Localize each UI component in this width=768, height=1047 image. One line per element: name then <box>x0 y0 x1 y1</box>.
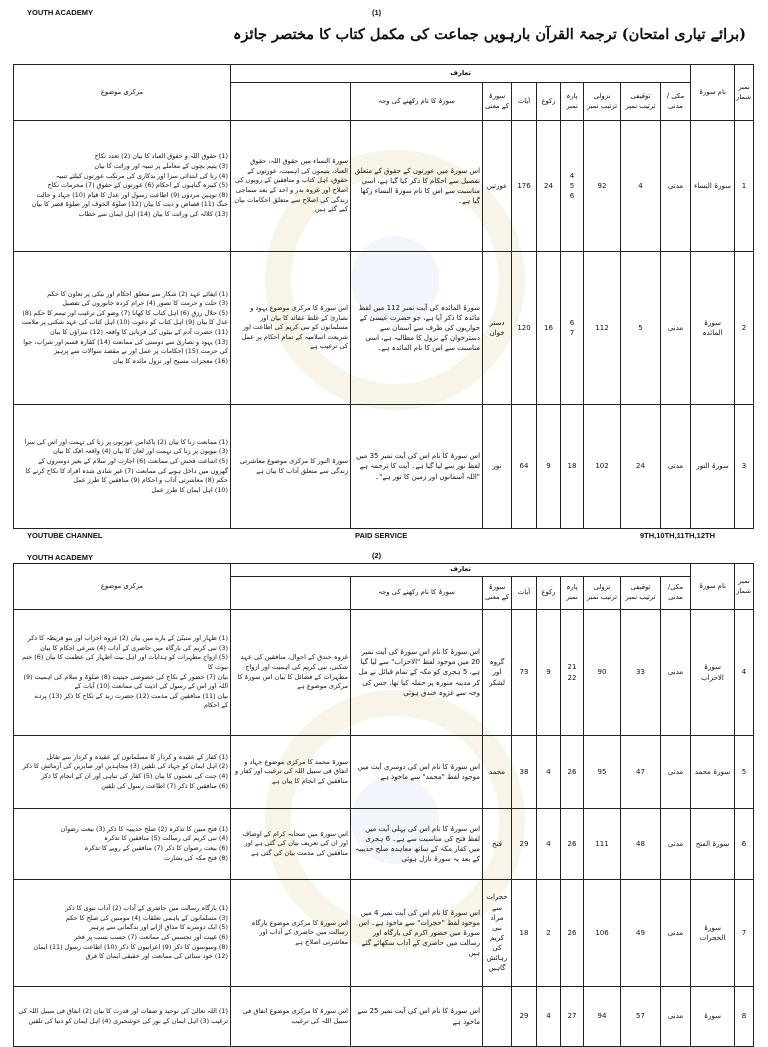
tawqeefi-number: 4 <box>621 121 661 252</box>
surah-row <box>14 121 754 252</box>
makki-madani: مدنی <box>661 880 691 987</box>
naming-reason: اس سورۃ کا نام اس کی آیت نمبر 4 میں موجود لفظ "حجرات" سے ماخوذ ہے۔ اس سورۃ میں حضور اکرم کی بارگاہ اور رسالت میں حاضری کے آداب سکھائے گئے ہیں <box>351 880 483 987</box>
ruku-count: 9 <box>537 405 561 529</box>
col-nuzooli: نزولی ترتیب نمبر <box>584 577 621 610</box>
row-number: 8 <box>735 987 754 1047</box>
topic-line: بیان (11) منافقین کی مذمت (12) حضرت زید کے نکاح کا ذکر (13) پردے <box>34 691 228 700</box>
topic-line: (1) ظہار اور متبنّیٰ کے بارے میں بیان (2) غزوہ احزاب اور بنو قریظہ کا ذکر <box>27 634 228 643</box>
col-ruku: رکوع <box>537 83 561 121</box>
topic-line: (1) حقوق اللہ و حقوق العباد کا بیان (2) تعدد نکاح <box>94 152 228 161</box>
topic-line: (3) حلت و حرمت کا تصور (4) حرام کردہ جانوروں کی تفصیل <box>62 299 228 308</box>
para-value: 6 <box>569 192 575 201</box>
surah-summary-table-2 <box>13 563 754 1047</box>
naming-reason: اس سورۃ کا نام اس سورۃ کی آیت نمبر 20 میں موجود لفظ "الاحزاب" سے لیا گیا ہے، 5 ہجری کو مکہ کے تمام قبائل نے مل کر مدینہ منورہ پر حملہ کیا تھا، جس کی وجہ سے غزوہ خندق ہوئی <box>351 610 483 736</box>
ayat-count: 18 <box>512 880 537 987</box>
col-reason: سورۃ کا نام رکھنے کی وجہ <box>351 83 483 121</box>
surah-name: سورۃ النور <box>691 405 735 529</box>
nuzooli-number: 90 <box>584 610 621 736</box>
nuzooli-number: 112 <box>584 252 621 405</box>
col-number: نمبر شمار <box>735 564 754 610</box>
col-tawqeefi: توقیفی ترتیب نمبر <box>621 83 661 121</box>
naming-reason: اس سورۃ کا نام اس کی آیت نمبر 35 میں لفظ نور سے لیا گیا ہے۔ آیت کا ترجمہ ہے "اللہ آسمانوں اور زمین کا نور ہے"۔ <box>351 405 483 529</box>
topic-line: (3) نبی کریم کی بارگاہ میں حاضری کے آداب (4) شرعی احکام کا بیان <box>40 643 228 652</box>
topic-line: اللہ اور اس کے رسول کی اذیت کی ممانعت (10) آیات کے <box>74 682 228 691</box>
makki-madani: مدنی <box>661 252 691 405</box>
para-number <box>561 809 584 880</box>
tawqeefi-number: 57 <box>621 987 661 1047</box>
topic-line: گھروں میں داخل ہونے کی ممانعت (7) غیر شادی شدہ افراد کا نکاح کرنے کا <box>25 466 228 475</box>
main-topics <box>14 809 231 880</box>
naming-reason: سورۃ المائدہ کی آیت نمبر 112 میں لفظ مائدہ کا ذکر آیا ہے، جو حضرت عیسیٰ کے حواریوں کی طرف سے آسمان سے دسترخوان کے نزول کا مطالبہ ہے، اسی مناسبت سے اس کا نام المائدہ ہے۔ <box>351 252 483 405</box>
col-para: پارہ نمبر <box>561 577 584 610</box>
para-value: 26 <box>567 767 577 776</box>
row-number: 5 <box>735 736 754 809</box>
main-topics <box>14 121 231 252</box>
topic-line: (13) یہود و نصاریٰ سے دوستی کی ممانعت (14) کفارہ قسم اور شراب، جوا <box>23 337 228 346</box>
central-theme: غزوہ خندق کے احوال، منافقین کی عہد شکنی، نبی کریم کی اہمیت اور ازواج مطہرات کے فضائل کا بیان اس سورۃ کا مرکزی موضوع ہے <box>231 610 351 736</box>
central-theme: سورۃ محمد کا مرکزی موضوع جہاد و انفاق فی سبیل اللہ کی ترغیب اور کفار و منافقین کے انجام کا بیان ہے <box>231 736 351 809</box>
ayat-count: 64 <box>512 405 537 529</box>
para-value: 7 <box>569 329 575 337</box>
topic-line: (5) حلال رزق (6) اہل کتاب کا کھانا (7) وضو کی ترغیب اور تیمم کا حکم (8) <box>22 308 228 317</box>
footer-classes: 9TH,10TH,11TH,12TH <box>640 531 716 540</box>
para-number <box>561 405 584 529</box>
col-makki-madani: مکی / مدنی <box>661 83 691 121</box>
surah-meaning: دستر خوان <box>483 252 512 405</box>
topic-line: (3) بیویوں پر زنا کی تہمت اور لعان کا بیان (4) واقعہ افک کا بیان <box>53 447 228 456</box>
topic-line: بیان (7) حضور کے نکاح کی خصوصی حیثیت (8) صلوٰۃ و سلام کی اہمیت (9) <box>23 672 228 681</box>
nuzooli-number: 106 <box>584 880 621 987</box>
para-number <box>561 252 584 405</box>
topic-line: جنگ (11) قصاص و دیت کا بیان (12) صلوٰۃ الخوف اور صلوٰۃ قصر کا بیان <box>31 200 228 209</box>
para-value: 21 <box>567 663 577 672</box>
topic-line: عدل کا بیان (9) اہل کتاب کو دعوت (10) اہل کتاب کی عہد شکنی پر ملامت <box>21 318 228 327</box>
tawqeefi-number: 47 <box>621 736 661 809</box>
ayat-count: 120 <box>512 252 537 405</box>
ruku-count: 9 <box>537 610 561 736</box>
topic-line: (11) حضرت آدم کے بیٹوں کی قربانی کا واقعہ (12) سزاؤں کا بیان <box>50 328 228 336</box>
central-theme: اس سورۃ کا مرکزی موضوع انفاق فی سبیل اللہ کی ترغیب <box>231 987 351 1047</box>
surah-meaning <box>483 987 512 1047</box>
surah-name: سورۃ <box>691 987 735 1047</box>
col-tawqeefi: توقیفی ترتیب نمبر <box>621 577 661 610</box>
surah-name: سورۃ المائدہ <box>691 252 735 405</box>
surah-row <box>14 610 754 736</box>
academy-header: YOUTH ACADEMY <box>27 553 93 562</box>
topic-line: (5) اشاعت فحش کی ممانعت (6) اجازت اور سلام کے بغیر دوسروں کے <box>38 456 228 465</box>
central-theme: سورۃ النور کا مرکزی موضوع معاشرتی زندگی سے متعلق آداب کا بیان ہے <box>231 405 351 529</box>
topic-line: (8) توہین مردوں (9) اطاعت رسول اور عدل کا قیام (10) جہاد و حالت <box>36 190 228 199</box>
naming-reason: اس سورۃ کا نام اس کی پہلی آیت میں لفظ فتح کی مناسبت سے ہے۔ 6 ہجری میں کفار مکہ کے ساتھ معاہدہ صلح حدیبیہ کے بعد یہ سورۃ نازل ہوئی <box>351 809 483 880</box>
main-topics <box>14 610 231 736</box>
footer-paid-service: PAID SERVICE <box>355 531 408 540</box>
surah-name: سورۃ محمد <box>691 736 735 809</box>
central-theme: اس سورۃ میں صحابہ کرام کے اوصاف اور ان کی تعریف بیان کی گئی ہے اور منافقین کی مذمت بیان کی گئی ہے <box>231 809 351 880</box>
topic-line: (6) غیبت اور تجسس کی ممانعت (7) حسب نسب پر فخر <box>74 933 228 941</box>
para-value: 22 <box>567 673 577 682</box>
tawqeefi-number: 49 <box>621 880 661 987</box>
nuzooli-number: 94 <box>584 987 621 1047</box>
main-topics <box>14 405 231 529</box>
topic-line: (1) ممانعت زنا کا بیان (2) پاکدامن عورتوں پر زنا کی تہمت اور اس کی سزا <box>24 437 228 446</box>
ruku-count: 16 <box>537 252 561 405</box>
para-number <box>561 610 584 736</box>
surah-name: سورۃ الحجرات <box>691 880 735 987</box>
col-surah-name: نام سورۃ <box>691 564 735 610</box>
para-number <box>561 736 584 809</box>
para-number <box>561 880 584 987</box>
para-value: 4 <box>569 171 575 180</box>
surah-meaning: فتح <box>483 809 512 880</box>
surah-meaning: حجرات سے مراد نبی کریم کی رہائش گاہیں <box>483 880 512 987</box>
topic-line: (8) وسوسوں کا ذکر (9) اعرابیوں کا ذکر (10) اطاعت رسول (11) ایمان <box>33 942 228 951</box>
para-value: 26 <box>567 928 577 937</box>
col-surah-name: نام سورۃ <box>691 65 735 121</box>
makki-madani: مدنی <box>661 610 691 736</box>
para-number <box>561 987 584 1047</box>
surah-summary-table-1 <box>13 64 754 529</box>
page-title: (برائے تیاری امتحان) ترجمۃ القرآن بارہویں جماعت کی مکمل کتاب کا مختصر جائزہ <box>233 26 746 43</box>
topic-line: کے احکام <box>204 701 228 710</box>
topic-line: (6) منافقین کا ذکر (7) اطاعت رسول کی تلقین <box>101 781 228 790</box>
col-central-theme: مرکزی موضوع <box>14 564 231 610</box>
surah-row <box>14 736 754 809</box>
topic-line: ترغیب (3) اہل ایمان کے نور کی خوشخبری (4) اہل ایمان کو دنیا کی تلقین <box>28 1016 228 1025</box>
topic-line: (5) ایک دوسرے کا مذاق اڑانے اور بدگمانی سے پرہیز <box>89 923 228 932</box>
topic-line: کی حرمت (15) احکامات پر عمل اور بے مقصد سوالات سے پرہیز <box>54 347 228 356</box>
main-topics <box>14 736 231 809</box>
makki-madani: مدنی <box>661 809 691 880</box>
topic-line: (5) کبیرہ گناہوں کے احکام (6) عورتوں کے حقوق (7) محرمات نکاح <box>47 181 228 190</box>
nuzooli-number: 111 <box>584 809 621 880</box>
topic-line: (3) مسلمانوں کے باہمی تعلقات (4) مومنین کی صلح کا حکم <box>65 913 228 922</box>
surah-meaning: گروہ اور لشکر <box>483 610 512 736</box>
nuzooli-number: 92 <box>584 121 621 252</box>
surah-row <box>14 252 754 405</box>
topic-line: حکم (8) معاشرتی آداب و احکام (9) منافقین کا طرز عمل <box>73 476 228 485</box>
makki-madani: مدنی <box>661 405 691 529</box>
para-value: 18 <box>567 462 577 471</box>
topic-line: (5) ازواج مطہرات کو ہدایات اور اہل بیت اطہار کی عظمت کا بیان (6) ختم نبوت کا <box>22 653 228 671</box>
nuzooli-number: 102 <box>584 405 621 529</box>
main-topics <box>14 987 231 1047</box>
makki-madani: مدنی <box>661 987 691 1047</box>
ruku-count: 4 <box>537 736 561 809</box>
makki-madani: مدنی <box>661 121 691 252</box>
col-ayat: آیات <box>512 577 537 610</box>
surah-row <box>14 809 754 880</box>
col-para: پارہ نمبر <box>561 83 584 121</box>
surah-name: سورۃ النساء <box>691 121 735 252</box>
para-number <box>561 121 584 252</box>
col-makki-madani: مکی/ مدنی <box>661 577 691 610</box>
col-meaning: سورۃ کے معنی <box>483 577 512 610</box>
para-value: 5 <box>569 181 575 190</box>
col-ayat: آیات <box>512 83 537 121</box>
ruku-count: 24 <box>537 121 561 252</box>
ruku-count: 4 <box>537 809 561 880</box>
topic-line: (8) فتح مکہ کی بشارت <box>164 853 228 862</box>
row-number: 4 <box>735 610 754 736</box>
topic-line: (1) ایفائے عہد (2) شکار سے متعلق احکام اور نیکی پر تعاون کا حکم <box>47 289 228 298</box>
main-topics <box>14 880 231 987</box>
row-number: 3 <box>735 405 754 529</box>
tawqeefi-number: 24 <box>621 405 661 529</box>
topic-line: (1) اللہ تعالیٰ کی توحید و صفات اور قدرت کا بیان (2) انفاق فی سبیل اللہ کی <box>18 1006 228 1015</box>
col-reason: سورۃ کا نام رکھنے کی وجہ <box>351 577 483 610</box>
naming-reason: اس سورۃ میں عورتوں کے حقوق کے متعلق تفصیل سے احکام کا ذکر کیا گیا ہے، اسی مناسبت سے اس کا نام سورۃ النساء رکھا گیا ہے۔ <box>351 121 483 252</box>
col-number: نمبر شمار <box>735 65 754 121</box>
naming-reason: اس سورۃ کا نام اس کی آیت نمبر 25 سے ماخوذ ہے <box>351 987 483 1047</box>
topic-line: (3) یتیم بچوں کے معاملے پر تنبیہ اور وراثت کا بیان <box>94 161 228 170</box>
topic-line: (4) جنت کی نعمتوں کا بیان (5) کفار کی تباہی اور ان کے انجام کا ذکر <box>41 772 228 780</box>
ayat-count: 176 <box>512 121 537 252</box>
surah-row <box>14 987 754 1047</box>
topic-line: (10) اہل ایمان کا طرز عمل <box>151 485 228 494</box>
topic-line: (1) فتح مبین کا تذکرہ (2) صلح حدیبیہ کا ذکر (3) بیعت رضوان <box>60 824 228 833</box>
row-number: 7 <box>735 880 754 987</box>
topic-line: (4) نبی کریم کی رسالت (5) منافقین کا تذکرہ <box>104 834 228 843</box>
tawqeefi-number: 33 <box>621 610 661 736</box>
para-value: 27 <box>567 1012 577 1021</box>
topic-line: (2) اہل ایمان کو جہاد کی تلقین (3) مجاہدین اور صابرین کی آزمائش کا ذکر <box>22 762 228 771</box>
surah-name: سورۃ الفتح <box>691 809 735 880</box>
naming-reason: اس سورۃ کا نام اس کی دوسری آیت میں موجود لفظ "محمد" سے ماخوذ ہے <box>351 736 483 809</box>
page-number: (2) <box>372 551 382 560</box>
surah-meaning: نور <box>483 405 512 529</box>
ayat-count: 29 <box>512 987 537 1047</box>
col-central-theme: مرکزی موضوع <box>14 65 231 121</box>
topic-line: (1) کفار کے عقیدہ و کردار کا مسلمانوں کے عقیدہ و کردار سے تقابل <box>46 752 228 761</box>
surah-meaning: محمد <box>483 736 512 809</box>
footer-youtube: YOUTUBE CHANNEL <box>27 531 103 540</box>
para-value: 6 <box>569 318 575 327</box>
ayat-count: 73 <box>512 610 537 736</box>
central-theme: اس سورۃ کا مرکزی موضوع یہود و نصاریٰ کے غلط عقائد کا بیان اور مسلمانوں کو نبی کریم کی اطاعت اور شریعت اسلامیہ کے تمام احکام پر عمل کی ترغیب ہے <box>231 252 351 405</box>
main-topics <box>14 252 231 405</box>
central-theme: اس سورۃ کا مرکزی موضوع بارگاہ رسالت میں حاضری کے آداب اور معاشرتی اصلاح ہے <box>231 880 351 987</box>
topic-line: (13) کلالہ کی وراثت کا بیان (14) اہل ایمان سے خطاب <box>78 210 228 219</box>
row-number: 6 <box>735 809 754 880</box>
surah-row <box>14 880 754 987</box>
topic-line: (16) معجزات مسیح اور نزول مائدہ کا بیان <box>112 356 228 365</box>
para-value: 26 <box>567 839 577 848</box>
ayat-count: 29 <box>512 809 537 880</box>
col-taaruf: تعارف <box>231 564 691 577</box>
col-ruku: رکوع <box>537 577 561 610</box>
surah-row <box>14 405 754 529</box>
topic-line: (6) بیعت رضوان کا ذکر (7) منافقین کے رویے کا تذکرہ <box>84 844 228 852</box>
academy-header: YOUTH ACADEMY <box>27 8 93 17</box>
surah-name: سورۃ الاحزاب <box>691 610 735 736</box>
col-meaning: سورۃ کے معنی <box>483 83 512 121</box>
topic-line: (1) بارگاہ رسالت میں حاضری کے آداب (2) آداب نبوی کا ذکر <box>65 904 228 913</box>
topic-line: (12) خود ستائی کی ممانعت اور حقیقی ایمان کا فرق <box>85 952 228 961</box>
makki-madani: مدنی <box>661 736 691 809</box>
central-theme: سورۃ النساء میں حقوق اللہ، حقوق العباد، یتیموں کی اہمیت، عورتوں کے حقوق، اہل کتاب و منافقین کے رویوں کی اصلاح اور غزوہ بدر و احد کے بعد سماجی زندگی کی اصلاح سے متعلق احکامات بیان کیے گئے ہیں <box>231 121 351 252</box>
nuzooli-number: 95 <box>584 736 621 809</box>
ruku-count: 2 <box>537 880 561 987</box>
ayat-count: 38 <box>512 736 537 809</box>
tawqeefi-number: 5 <box>621 252 661 405</box>
surah-meaning: عورتیں <box>483 121 512 252</box>
topic-line: (4) زنا کی ابتدائی سزا اور بدکاری کی مرتکب عورتوں کیلئے تنبیہ <box>55 171 228 180</box>
col-nuzooli: نزولی ترتیب نمبر <box>584 83 621 121</box>
tawqeefi-number: 48 <box>621 809 661 880</box>
row-number: 1 <box>735 121 754 252</box>
page-number: (1) <box>372 8 382 17</box>
ruku-count: 4 <box>537 987 561 1047</box>
col-taaruf: تعارف <box>231 65 691 83</box>
row-number: 2 <box>735 252 754 405</box>
